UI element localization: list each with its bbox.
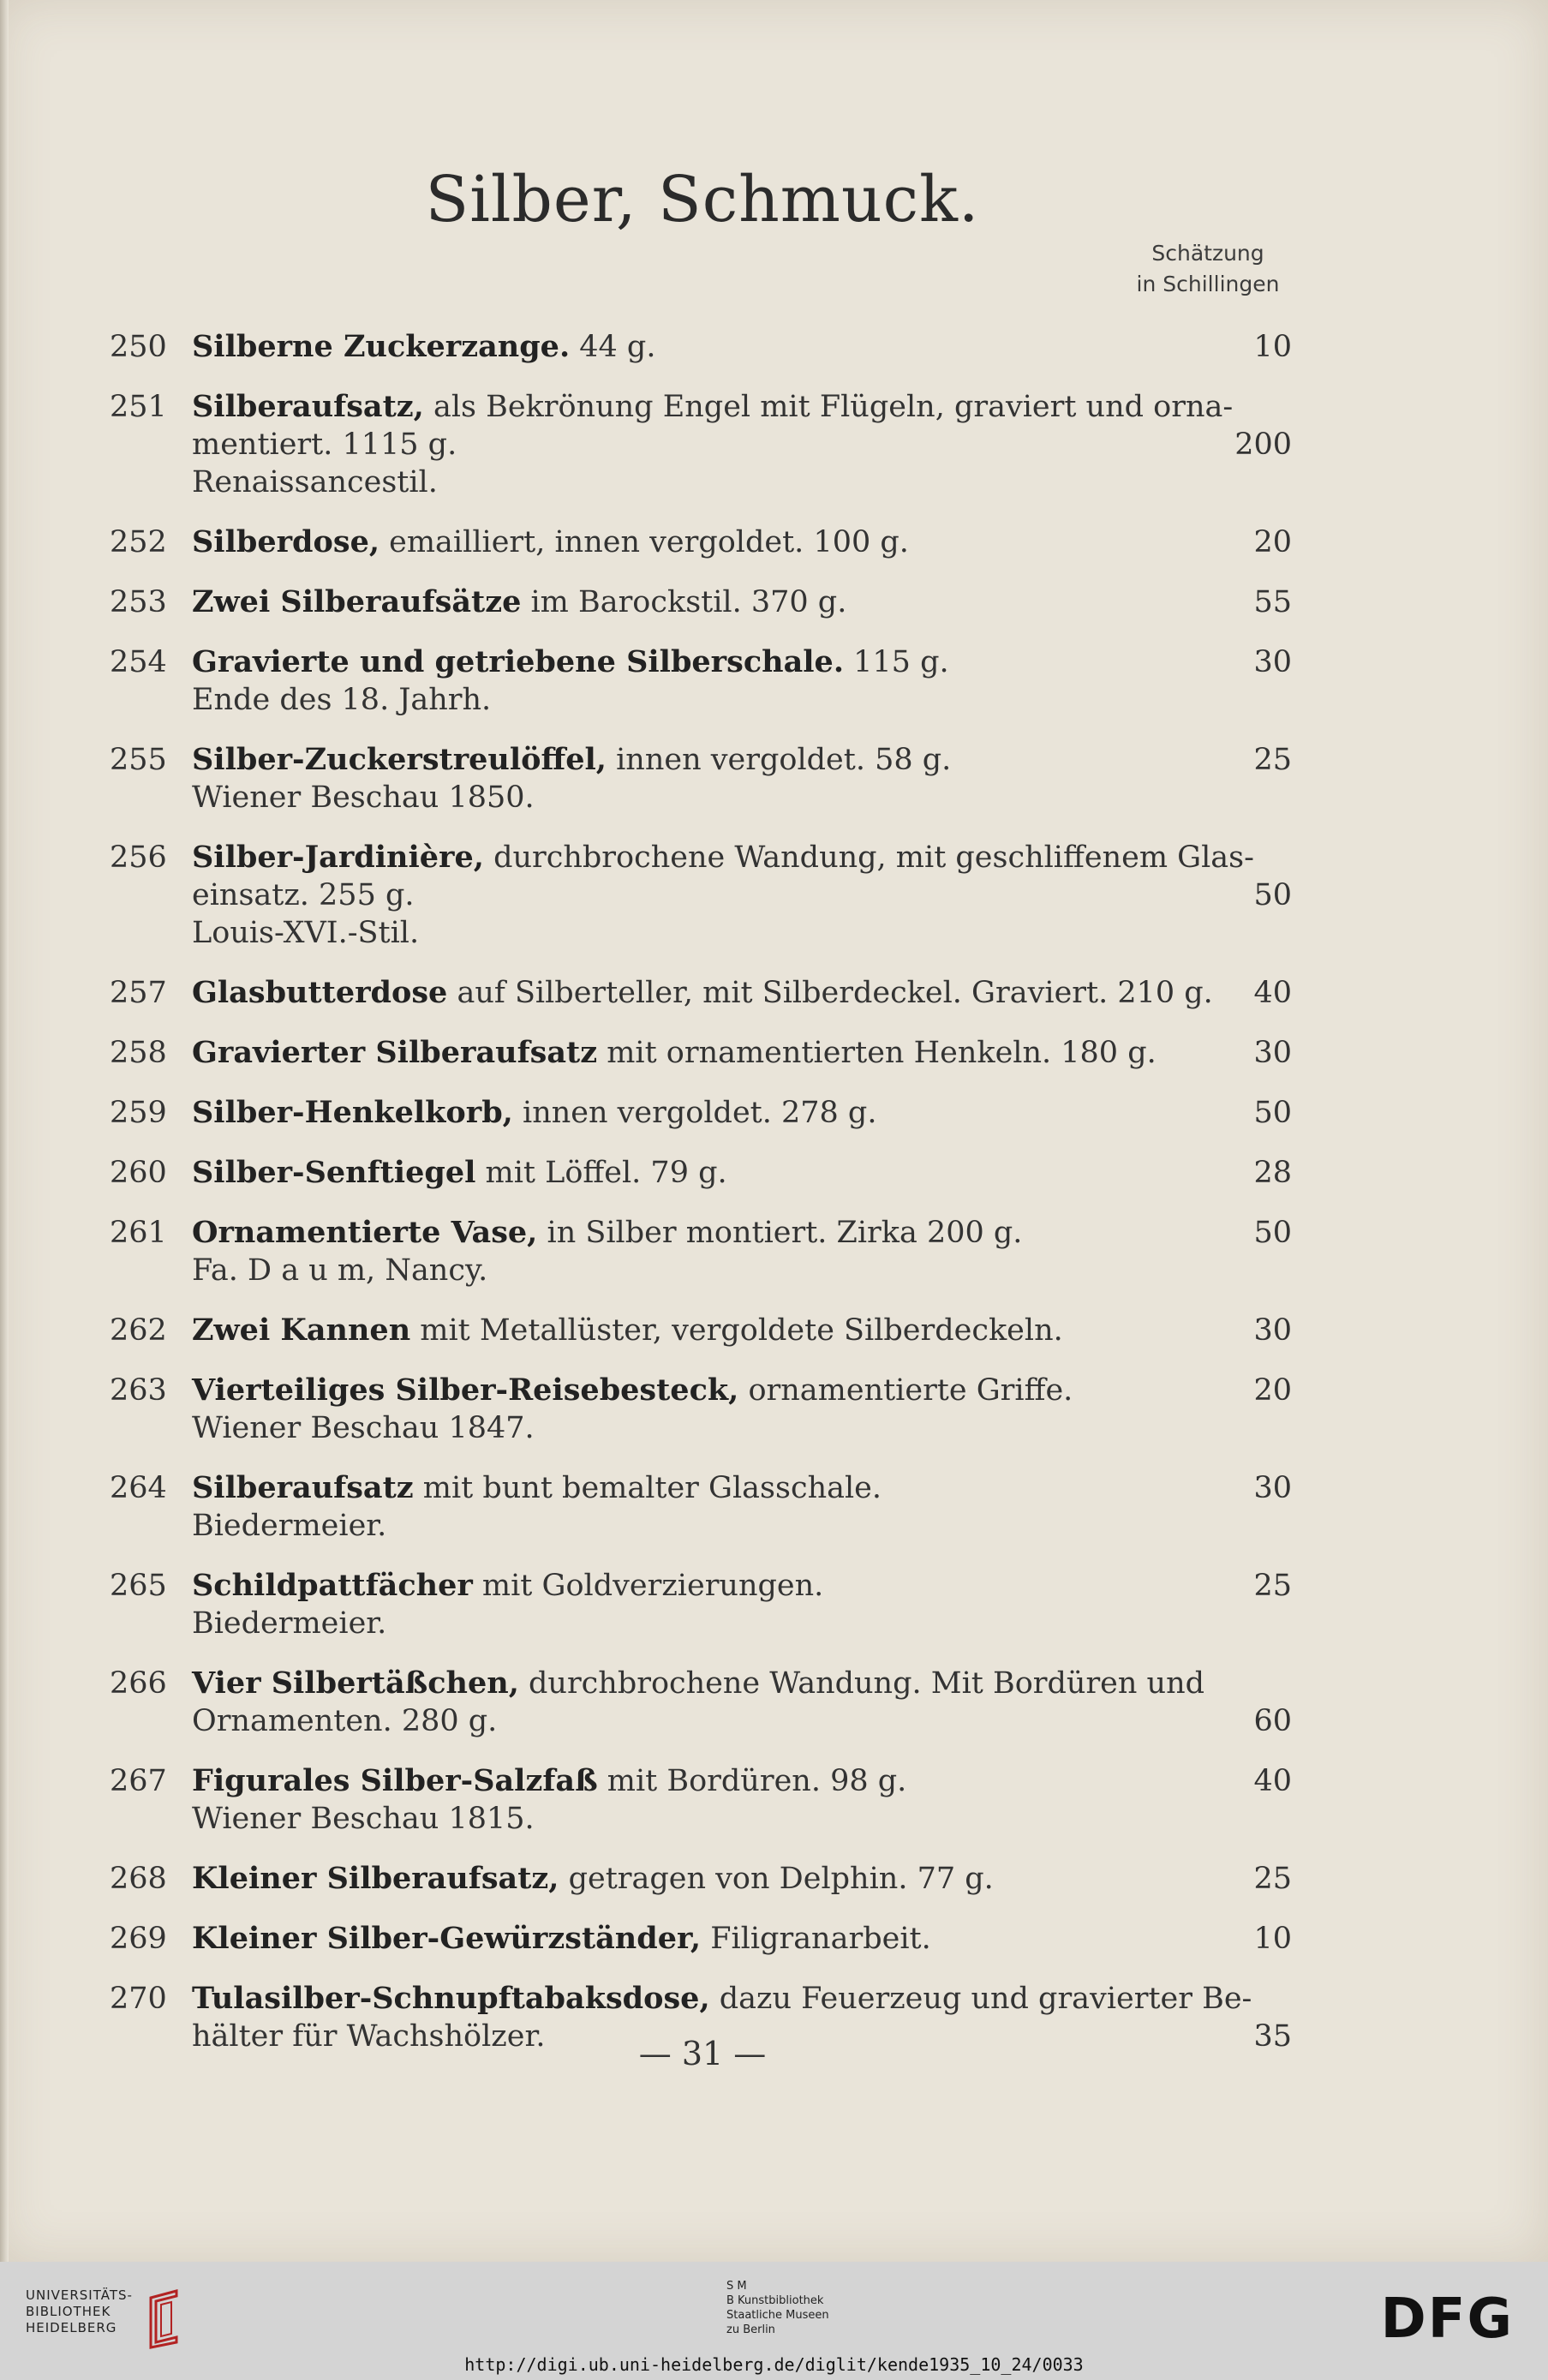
entry-description-line bbox=[192, 328, 1211, 366]
entry-number: 266 bbox=[110, 1666, 167, 1701]
entry-description bbox=[192, 328, 1211, 366]
entry-item-name: Kleiner Silberaufsatz, bbox=[192, 1861, 559, 1896]
entry-description-line: Wiener Beschau 1847. bbox=[192, 1411, 535, 1445]
dfg-logo[interactable]: DFG bbox=[1380, 2287, 1514, 2351]
entry-item-details: 44 g. bbox=[570, 330, 656, 364]
entry-description-line bbox=[192, 1214, 1211, 1252]
entry-item-details: mit Löffel. 79 g. bbox=[475, 1156, 727, 1190]
entry-estimate-price: 20 bbox=[1253, 1373, 1292, 1408]
entry-description-line bbox=[192, 1094, 1211, 1132]
entry-description-line: Biedermeier. bbox=[192, 1606, 387, 1641]
source-url-link[interactable]: http://digi.ub.uni-heidelberg.de/diglit/kende1935_10_24/0033 bbox=[464, 2354, 1084, 2375]
entry-number: 269 bbox=[110, 1922, 167, 1956]
entry-item-name: Silberaufsatz, bbox=[192, 389, 424, 424]
entry-number: 268 bbox=[110, 1862, 167, 1896]
entry-description bbox=[192, 523, 1211, 561]
entry-item-details: mit bunt bemalter Glasschale. bbox=[413, 1471, 882, 1505]
entry-description-line: Wiener Beschau 1815. bbox=[192, 1802, 535, 1836]
entry-item-name: Silber-Senftiegel bbox=[192, 1155, 476, 1190]
entry-estimate-price: 50 bbox=[1253, 1096, 1292, 1130]
library-name-line: HEIDELBERG bbox=[26, 2320, 117, 2335]
entry-description-line: Fa. D a u m, Nancy. bbox=[192, 1253, 488, 1288]
entry-description-line: Renaissancestil. bbox=[192, 465, 438, 499]
entry-item-details: emailliert, innen vergoldet. 100 g. bbox=[380, 525, 909, 559]
entry-description-line bbox=[192, 974, 1211, 1012]
entry-description bbox=[192, 1214, 1211, 1289]
entry-item-name: Silberaufsatz bbox=[192, 1470, 414, 1505]
entry-item-details: auf Silberteller, mit Silberdeckel. Graviert. 210 g. bbox=[447, 976, 1213, 1010]
entry-item-details: mit Bordüren. 98 g. bbox=[597, 1764, 907, 1798]
entry-description bbox=[192, 974, 1211, 1012]
entry-estimate-price: 55 bbox=[1253, 585, 1292, 619]
entry-description-line bbox=[192, 1860, 1211, 1898]
entry-estimate-price: 25 bbox=[1253, 743, 1292, 777]
entry-item-name: Schildpattfächer bbox=[192, 1568, 473, 1603]
entry-estimate-price: 40 bbox=[1253, 976, 1292, 1010]
entry-item-name: Gravierter Silberaufsatz bbox=[192, 1035, 598, 1070]
entry-item-details: mit ornamentierten Henkeln. 180 g. bbox=[597, 1036, 1157, 1070]
entry-number: 263 bbox=[110, 1373, 167, 1408]
entry-number: 270 bbox=[110, 1982, 167, 2016]
entry-description bbox=[192, 1154, 1211, 1192]
entry-number: 264 bbox=[110, 1471, 167, 1505]
entry-description-line bbox=[192, 1762, 1211, 1800]
entry-item-name: Silber-Henkelkorb, bbox=[192, 1095, 513, 1130]
estimate-column-header bbox=[1079, 238, 1336, 300]
entry-description-line bbox=[192, 1567, 1211, 1605]
entry-description-line bbox=[192, 523, 1211, 561]
entry-description-line: hälter für Wachshölzer. bbox=[192, 2019, 546, 2054]
entry-description bbox=[192, 741, 1211, 816]
entry-description bbox=[192, 1762, 1211, 1838]
entry-description bbox=[192, 1665, 1211, 1740]
entry-number: 250 bbox=[110, 330, 167, 364]
entry-estimate-price: 30 bbox=[1253, 1313, 1292, 1348]
entry-item-details: mit Metallüster, vergoldete Silberdeckeln. bbox=[410, 1313, 1063, 1348]
entry-estimate-price: 20 bbox=[1253, 525, 1292, 559]
entry-item-name: Vier Silbertäßchen, bbox=[192, 1665, 519, 1701]
digitization-footer bbox=[0, 2262, 1548, 2380]
entry-description-line bbox=[192, 1980, 1252, 2018]
library-name-line: BIBLIOTHEK bbox=[26, 2304, 111, 2319]
entry-description-line bbox=[192, 839, 1254, 876]
entry-number: 258 bbox=[110, 1036, 167, 1070]
entry-description bbox=[192, 1469, 1211, 1545]
entry-description bbox=[192, 1094, 1211, 1132]
entry-description-line: Wiener Beschau 1850. bbox=[192, 780, 535, 815]
entry-description bbox=[192, 1567, 1211, 1642]
entry-item-name: Silber-Zuckerstreulöffel, bbox=[192, 742, 607, 777]
entry-item-details: 115 g. bbox=[844, 645, 949, 679]
entry-description-line bbox=[192, 1372, 1211, 1409]
entry-description bbox=[192, 1034, 1211, 1072]
entry-number: 253 bbox=[110, 585, 167, 619]
estimate-header-line-1: Schätzung bbox=[1151, 241, 1264, 266]
entry-description bbox=[192, 1312, 1211, 1349]
page-edge-shadow bbox=[0, 0, 9, 2262]
entry-estimate-price: 30 bbox=[1253, 1471, 1292, 1505]
entry-number: 254 bbox=[110, 645, 167, 679]
university-library-logo[interactable] bbox=[26, 2287, 197, 2356]
entry-number: 265 bbox=[110, 1569, 167, 1603]
entry-number: 252 bbox=[110, 525, 167, 559]
entry-estimate-price: 10 bbox=[1253, 330, 1292, 364]
smb-line: B Kunstbibliothek bbox=[726, 2294, 824, 2307]
entry-number: 251 bbox=[110, 390, 167, 424]
entry-estimate-price: 35 bbox=[1253, 2019, 1292, 2054]
entry-estimate-price: 200 bbox=[1234, 428, 1292, 462]
entry-item-name: Silberne Zuckerzange. bbox=[192, 329, 571, 364]
entry-description-line bbox=[192, 1665, 1211, 1702]
entry-number: 261 bbox=[110, 1216, 167, 1250]
entry-estimate-price: 60 bbox=[1253, 1704, 1292, 1738]
entry-estimate-price: 30 bbox=[1253, 645, 1292, 679]
entry-item-name: Zwei Silberaufsätze bbox=[192, 584, 522, 619]
entry-description-line: mentiert. 1115 g. bbox=[192, 428, 457, 462]
entry-number: 255 bbox=[110, 743, 167, 777]
entry-description-line bbox=[192, 1154, 1211, 1192]
entry-description-line: einsatz. 255 g. bbox=[192, 878, 415, 912]
page-number: — 31 — bbox=[638, 2035, 767, 2072]
library-name-line: UNIVERSITÄTS- bbox=[26, 2287, 133, 2303]
entry-item-name: Vierteiliges Silber-Reisebesteck, bbox=[192, 1372, 739, 1408]
entry-description-line bbox=[192, 1034, 1211, 1072]
entry-description bbox=[192, 1372, 1211, 1447]
entry-description-line bbox=[192, 388, 1234, 426]
entry-description bbox=[192, 583, 1211, 621]
entry-item-details: in Silber montiert. Zirka 200 g. bbox=[537, 1216, 1023, 1250]
entry-description-line bbox=[192, 1469, 1211, 1507]
entry-item-name: Ornamentierte Vase, bbox=[192, 1215, 538, 1250]
entry-item-name: Glasbutterdose bbox=[192, 975, 448, 1010]
entry-description-line bbox=[192, 643, 1211, 681]
entry-estimate-price: 25 bbox=[1253, 1569, 1292, 1603]
library-emblem-icon bbox=[142, 2289, 194, 2349]
entry-estimate-price: 10 bbox=[1253, 1922, 1292, 1956]
entry-item-details: als Bekrönung Engel mit Flügeln, graviert und orna- bbox=[423, 390, 1234, 424]
entry-estimate-price: 50 bbox=[1253, 878, 1292, 912]
entry-number: 256 bbox=[110, 840, 167, 875]
entry-estimate-price: 40 bbox=[1253, 1764, 1292, 1798]
entry-item-name: Figurales Silber-Salzfaß bbox=[192, 1763, 598, 1798]
entry-description-line: Louis-XVI.-Stil. bbox=[192, 916, 420, 950]
smb-line: zu Berlin bbox=[726, 2323, 775, 2336]
entry-item-details: ornamentierte Griffe. bbox=[738, 1373, 1073, 1408]
entry-item-details: innen vergoldet. 278 g. bbox=[512, 1096, 877, 1130]
smb-line: Staatliche Museen bbox=[726, 2309, 829, 2322]
entry-number: 260 bbox=[110, 1156, 167, 1190]
entry-number: 267 bbox=[110, 1764, 167, 1798]
entry-item-details: Filigranarbeit. bbox=[701, 1922, 931, 1956]
entry-item-name: Zwei Kannen bbox=[192, 1313, 411, 1348]
entry-description-line bbox=[192, 741, 1211, 779]
entry-description bbox=[192, 388, 1234, 501]
entry-description-line bbox=[192, 583, 1211, 621]
entry-description bbox=[192, 643, 1211, 719]
entry-item-name: Kleiner Silber-Gewürzständer, bbox=[192, 1921, 702, 1956]
entry-item-name: Gravierte und getriebene Silberschale. bbox=[192, 644, 845, 679]
entry-description bbox=[192, 1920, 1211, 1958]
entry-number: 259 bbox=[110, 1096, 167, 1130]
smb-kunstbibliothek-logo[interactable] bbox=[726, 2279, 829, 2337]
entry-description-line bbox=[192, 1312, 1211, 1349]
entry-estimate-price: 25 bbox=[1253, 1862, 1292, 1896]
estimate-header-line-2: in Schillingen bbox=[1136, 272, 1280, 296]
page-title: Silber, Schmuck. bbox=[425, 163, 980, 236]
entry-item-name: Silberdose, bbox=[192, 524, 380, 559]
entry-item-details: durchbrochene Wandung. Mit Bordüren und bbox=[518, 1666, 1205, 1701]
entry-estimate-price: 28 bbox=[1253, 1156, 1292, 1190]
entry-description-line: Ornamenten. 280 g. bbox=[192, 1704, 498, 1738]
entry-item-details: durchbrochene Wandung, mit geschliffenem Glas- bbox=[483, 840, 1254, 875]
entry-item-details: mit Goldverzierungen. bbox=[472, 1569, 824, 1603]
entry-item-name: Silber-Jardinière, bbox=[192, 840, 484, 875]
entry-description bbox=[192, 1860, 1211, 1898]
entry-item-details: innen vergoldet. 58 g. bbox=[606, 743, 952, 777]
smb-line: S M bbox=[726, 2280, 747, 2293]
entry-item-details: im Barockstil. 370 g. bbox=[521, 585, 847, 619]
entry-description-line: Ende des 18. Jahrh. bbox=[192, 683, 492, 717]
entry-description-line: Biedermeier. bbox=[192, 1509, 387, 1543]
entry-item-name: Tulasilber-Schnupftabaksdose, bbox=[192, 1981, 710, 2016]
entry-item-details: dazu Feuerzeug und gravierter Be- bbox=[709, 1982, 1252, 2016]
entry-item-details: getragen von Delphin. 77 g. bbox=[559, 1862, 994, 1896]
entry-estimate-price: 30 bbox=[1253, 1036, 1292, 1070]
entry-number: 262 bbox=[110, 1313, 167, 1348]
entry-estimate-price: 50 bbox=[1253, 1216, 1292, 1250]
entry-number: 257 bbox=[110, 976, 167, 1010]
entry-description bbox=[192, 839, 1254, 952]
entry-description-line bbox=[192, 1920, 1211, 1958]
library-name bbox=[26, 2287, 133, 2336]
